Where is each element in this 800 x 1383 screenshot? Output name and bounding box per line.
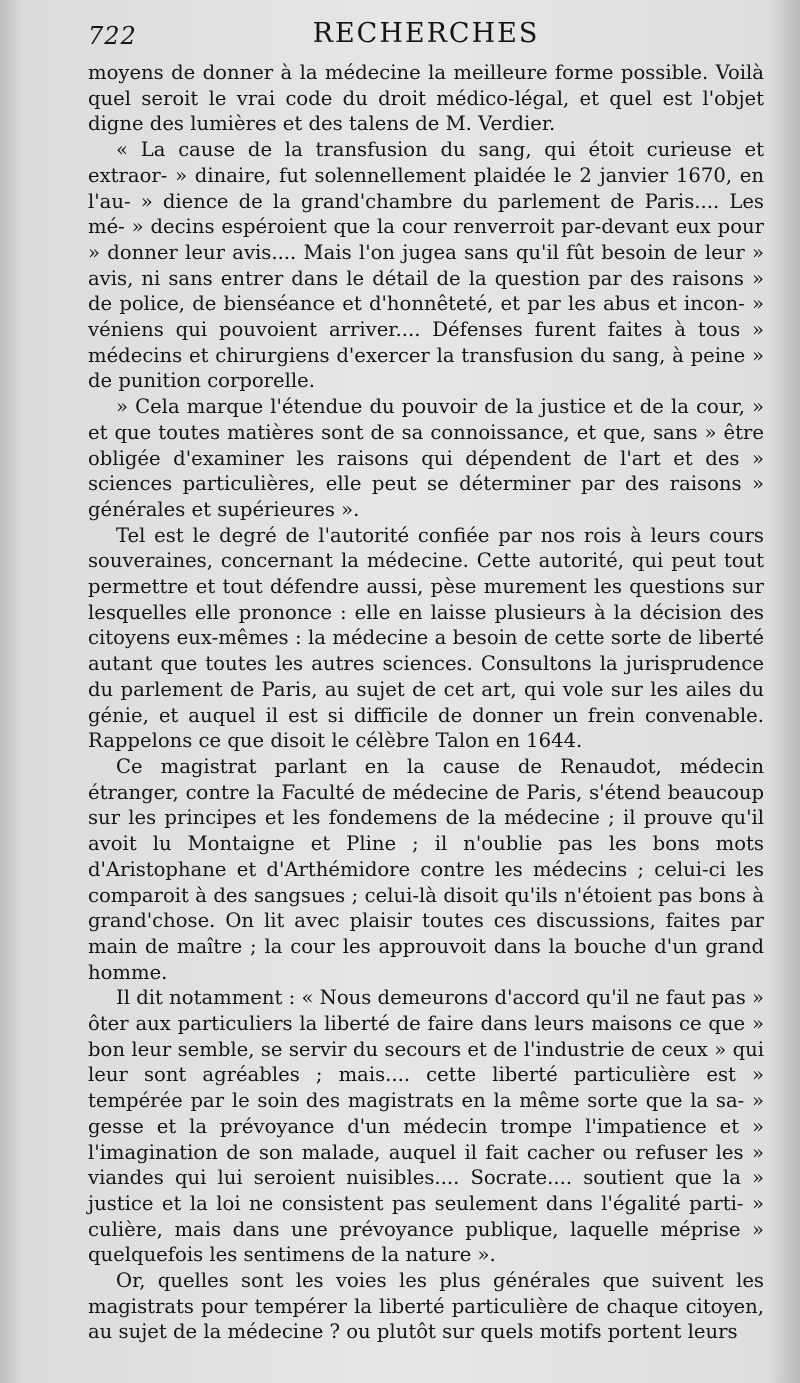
- paragraph-continuation: moyens de donner à la médecine la meilleure forme possible. Voilà quel seroit le vrai code du droit médico-légal, et quel est l'objet digne des lumières et des talens de M. Verdier.: [88, 61, 764, 136]
- paragraph-question: Or, quelles sont les voies les plus générales que suivent les magistrats pour tempérer la liberté particulière de chaque citoyen, au sujet de la médecine ? ou plutôt sur quels motifs portent leurs: [88, 1269, 764, 1344]
- page-number: 722: [88, 22, 137, 50]
- quote-liberty: Il dit notamment : « Nous demeurons d'accord qu'il ne faut pas » ôter aux particuliers la liberté de faire dans leurs maisons ce que » bon leur semble, se servir du secours et de l'industrie de ceux » qui leur sont agréables ; mais.... cette liberté particulière est » tempérée par le soin des magistrats en la même sorte que la sa- » gesse et la prévoyance d'un médecin trompe l'impatience et » l'imagination de son malade, auquel il fait cacher ou refuser les » viandes qui lui seroient nuisibles.... Socrate.... soutient que la » justice et la loi ne consistent pas seulement dans l'égalité parti- » culière, mais dans une prévoyance publique, laquelle méprise » quelquefois les sentimens de la nature ».: [88, 986, 764, 1267]
- quote-court-authority: » Cela marque l'étendue du pouvoir de la justice et de la cour, » et que toutes matières sont de sa connoissance, et que, sans » être obligée d'examiner les raisons qui dépendent de l'art et des » sciences particulières, elle peut se déterminer par des raisons » générales et supérieures ».: [88, 395, 764, 521]
- quote-transfusion: « La cause de la transfusion du sang, qui étoit curieuse et extraor- » dinaire, fut solennellement plaidée le 2 janvier 1670, en l'au- » dience de la grand'chambre du parlement de Paris.... Les mé- » decins espéroient que la cour renverroit par-devant eux pour » donner leur avis.... Mais l'on jugea sans qu'il fût besoin de leur » avis, ni sans entrer dans le détail de la question par des raisons » de police, de bienséance et d'honnêteté, et par les abus et incon- » véniens qui pouvoient arriver.... Défenses furent faites à tous » médecins et chirurgiens d'exercer la transfusion du sang, à peine » de punition corporelle.: [88, 138, 764, 393]
- paragraph-royal-authority: Tel est le degré de l'autorité confiée par nos rois à leurs cours souveraines, concernant la médecine. Cette autorité, qui peut tout permettre et tout défendre aussi, pèse murement les questions sur lesquelles elle prononce : elle en laisse plusieurs à la décision des citoyens eux-mêmes : la médecine a besoin de cette sorte de liberté autant que toutes les autres sciences. Consultons la jurisprudence du parlement de Paris, au sujet de cet art, qui vole sur les ailes du génie, et auquel il est si difficile de donner un frein convenable. Rappelons ce que disoit le célèbre Talon en 1644.: [88, 523, 764, 753]
- page-body: [88, 60, 764, 1345]
- running-title: RECHERCHES: [312, 18, 540, 49]
- paragraph-talon: Ce magistrat parlant en la cause de Renaudot, médecin étranger, contre la Faculté de médecine de Paris, s'étend beaucoup sur les principes et les fondemens de la médecine ; il prouve qu'il avoit lu Montaigne et Pline ; il n'oublie pas les bons mots d'Aristophane et d'Arthémidore contre les médecins ; celui-ci les comparoit à des sangsues ; celui-là disoit qu'ils n'étoient pas bons à grand'chose. On lit avec plaisir toutes ces discussions, faites par main de maître ; la cour les approuvoit dans la bouche d'un grand homme.: [88, 754, 764, 984]
- page-header: [88, 12, 764, 60]
